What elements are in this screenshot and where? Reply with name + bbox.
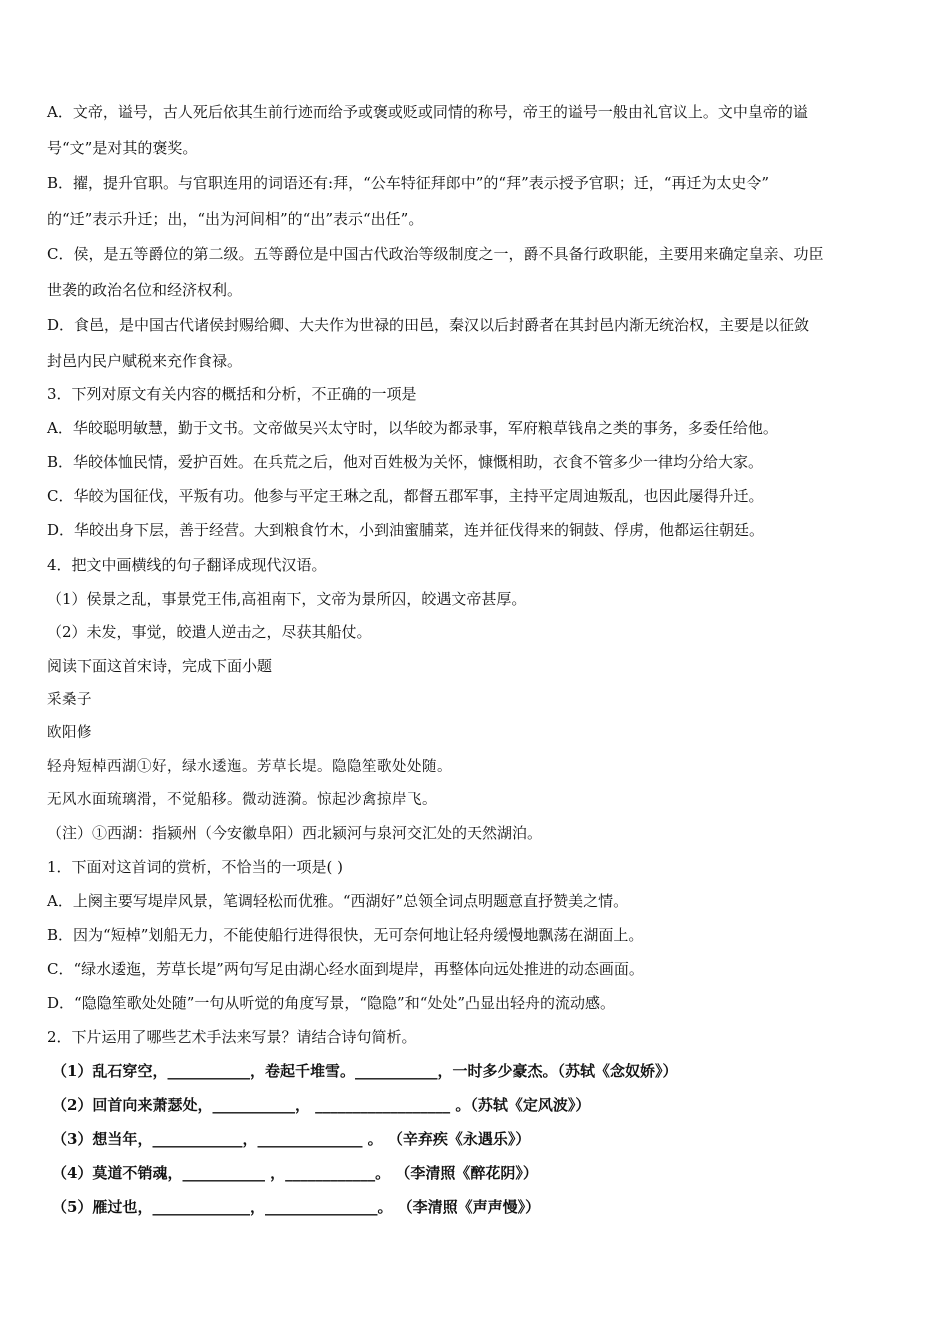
q2-option-a-line2: 号“文”是对其的褒奖。 [47,139,198,157]
q4-sentence-1: （1）侯景之乱，事景党王伟,高祖南下，文帝为景所囚，皎遇文帝甚厚。 [47,590,527,608]
pq1-option-b: B．因为“短棹”划船无力，不能使船行进得很快，无可奈何地让轻舟缓慢地飘荡在湖面上。 [47,926,644,944]
q3-option-c: C．华皎为国征伐，平叛有功。他参与平定王琳之乱，都督五郡军事，主持平定周迪叛乱，也因此屡得升迁。 [47,487,764,505]
pq1-stem: 1．下面对这首词的赏析，不恰当的一项是( ) [47,858,344,876]
q2-option-d-line1: D．食邑，是中国古代诸侯封赐给卿、大夫作为世禄的田邑，秦汉以后封爵者在其封邑内渐无统治权，主要是以征敛 [47,316,810,334]
q2-option-b-line2: 的“迁”表示升迁；出，“出为河间相”的“出”表示“出任”。 [47,210,424,228]
q2-option-a-line1: A．文帝，谥号，古人死后依其生前行迹而给予或褒或贬或同情的称号，帝王的谥号一般由礼官议上。文中皇帝的谥 [47,103,808,121]
fill-blank-3: （3）想当年，____________，______________ 。 （辛弃疾《永遇乐》） [52,1130,531,1148]
q3-option-d: D．华皎出身下层，善于经营。大到粮食竹木，小到油蜜脯菜，连并征伐得来的铜鼓、俘虏，他都运往朝廷。 [47,521,765,539]
q2-option-c-line1: C．侯，是五等爵位的第二级。五等爵位是中国古代政治等级制度之一，爵不具备行政职能，主要用来确定皇亲、功臣 [47,245,824,263]
pq1-option-d: D．“隐隐笙歌处处随”一句从听觉的角度写景，“隐隐”和“处处”凸显出轻舟的流动感。 [47,994,616,1012]
pq1-option-a: A．上阕主要写堤岸风景，笔调轻松而优雅。“西湖好”总领全词点明题意直抒赞美之情。 [47,892,629,910]
q2-option-d-line2: 封邑内民户赋税来充作食禄。 [47,352,243,370]
q4-stem: 4．把文中画横线的句子翻译成现代汉语。 [47,556,327,574]
q3-option-b: B．华皎体恤民情，爱护百姓。在兵荒之后，他对百姓极为关怀，慷慨相助，衣食不管多少一律均分给大家。 [47,453,764,471]
fill-blank-4: （4）莫道不销魂，___________ ，____________。 （李清照《醉花阴》） [52,1164,538,1182]
q3-option-a: A．华皎聪明敏慧，勤于文书。文帝做吴兴太守时，以华皎为都录事，军府粮草钱帛之类的事务，多委任给他。 [47,419,778,437]
pq1-option-c: C．“绿水逶迤，芳草长堤”两句写足由湖心经水面到堤岸，再整体向远处推进的动态画面。 [47,960,644,978]
poem-intro: 阅读下面这首宋诗，完成下面小题 [47,657,273,675]
q2-option-b-line1: B．擢，提升官职。与官职连用的词语还有:拜，“公车特征拜郎中”的“拜”表示授予官职；迁，“再迁为太史令” [47,174,770,192]
pq2-stem: 2．下片运用了哪些艺术手法来写景？请结合诗句简析。 [47,1028,417,1046]
q2-option-c-line2: 世袭的政治名位和经济权利。 [47,281,243,299]
poem-title: 采桑子 [47,692,92,708]
poem-line-1: 轻舟短棹西湖①好，绿水逶迤。芳草长堤。隐隐笙歌处处随。 [47,759,452,775]
fill-blank-2: （2）回首向来萧瑟处，___________， __________________ 。（苏轼《定风波》） [52,1096,591,1114]
q3-stem: 3．下列对原文有关内容的概括和分析，不正确的一项是 [47,385,417,403]
poem-note: （注）①西湖：指颍州（今安徽阜阳）西北颍河与泉河交汇处的天然湖泊。 [47,824,543,842]
poem-line-2: 无风水面琉璃滑，不觉船移。微动涟漪。惊起沙禽掠岸飞。 [47,792,437,808]
q4-sentence-2: （2）未发，事觉，皎遣人逆击之，尽获其船仗。 [47,623,372,641]
fill-blank-5: （5）雁过也，_____________，_______________。 （李清照《声声慢》） [52,1198,541,1216]
poem-author: 欧阳修 [47,725,92,741]
fill-blank-1: （1）乱石穿空，___________，卷起千堆雪。___________，一时多少豪杰。（苏轼《念奴娇》） [52,1062,678,1080]
